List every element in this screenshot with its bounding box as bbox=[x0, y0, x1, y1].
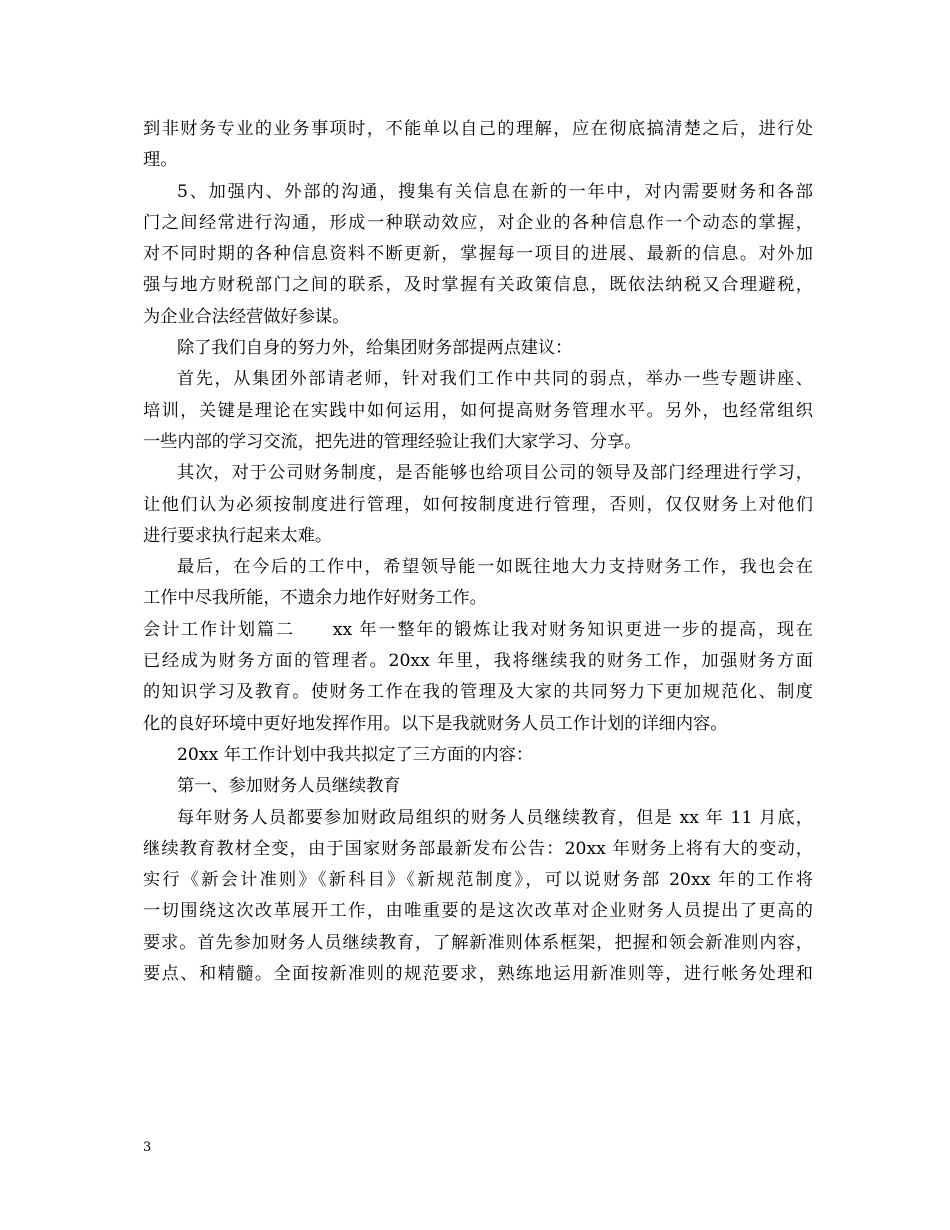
paragraph-line: 化的良好环境中更好地发挥作用。以下是我就财务人员工作计划的详细内容。 bbox=[143, 713, 728, 734]
paragraph-line: 为企业合法经营做好参谋。 bbox=[143, 306, 350, 327]
paragraph-line: 继续教育教材全变，由于国家财务部最新发布公告：20xx 年财务上将有大的变动， bbox=[143, 838, 813, 859]
paragraph-line: 对不同时期的各种信息资料不断更新，掌握每一项目的进展、最新的信息。对外加 bbox=[143, 244, 813, 265]
paragraph-line: 培训，关键是理论在实践中如何运用，如何提高财务管理水平。另外，也经常组织 bbox=[143, 400, 813, 421]
page-number: 3 bbox=[143, 1140, 152, 1155]
paragraph-line: 5、加强内、外部的沟通，搜集有关信息在新的一年中，对内需要财务和各部 bbox=[177, 181, 813, 202]
paragraph-line: 每年财务人员都要参加财政局组织的财务人员继续教育，但是 xx 年 11 月底， bbox=[177, 807, 813, 828]
paragraph-line: 理。 bbox=[143, 150, 178, 171]
paragraph-line: 的知识学习及教育。使财务工作在我的管理及大家的共同努力下更加规范化、制度 bbox=[143, 682, 813, 703]
paragraph-line: 一切围绕这次改革展开工作，由唯重要的是这次改革对企业财务人员提出了更高的 bbox=[143, 901, 813, 922]
paragraph-line: 已经成为财务方面的管理者。20xx 年里，我将继续我的财务工作，加强财务方面 bbox=[143, 651, 813, 672]
paragraph-line: 门之间经常进行沟通，形成一种联动效应，对企业的各种信息作一个动态的掌握， bbox=[143, 212, 813, 233]
paragraph-line: 最后，在今后的工作中，希望领导能一如既往地大力支持财务工作，我也会在 bbox=[177, 557, 813, 578]
paragraph-line: 实行《新会计准则》《新科目》《新规范制度》，可以说财务部 20xx 年的工作将 bbox=[143, 870, 813, 891]
paragraph-line: 到非财务专业的业务事项时，不能单以自己的理解，应在彻底搞清楚之后，进行处 bbox=[143, 119, 813, 139]
paragraph-line: 20xx 年工作计划中我共拟定了三方面的内容： bbox=[177, 744, 534, 765]
subheading-line: 第一、参加财务人员继续教育 bbox=[177, 776, 401, 797]
paragraph-line: 要求。首先参加财务人员继续教育，了解新准则体系框架，把握和领会新准则内容， bbox=[143, 932, 813, 953]
paragraph-line: 要点、和精髓。全面按新准则的规范要求，熟练地运用新准则等，进行帐务处理和 bbox=[143, 964, 813, 985]
paragraph-line: 其次，对于公司财务制度，是否能够也给项目公司的领导及部门经理进行学习， bbox=[177, 463, 813, 484]
paragraph-line: 除了我们自身的努力外，给集团财务部提两点建议： bbox=[177, 338, 573, 359]
body-text bbox=[143, 114, 813, 990]
paragraph-line: 让他们认为必须按制度进行管理，如何按制度进行管理，否则，仅仅财务上对他们 bbox=[143, 494, 813, 515]
paragraph-line: 强与地方财税部门之间的联系，及时掌握有关政策信息，既依法纳税又合理避税， bbox=[143, 275, 813, 296]
paragraph-line: 首先，从集团外部请老师，针对我们工作中共同的弱点，举办一些专题讲座、 bbox=[177, 369, 813, 390]
paragraph-line: 工作中尽我所能，不遗余力地作好财务工作。 bbox=[143, 588, 487, 609]
paragraph-line: 进行要求执行起来太难。 bbox=[143, 525, 333, 546]
paragraph-line: 一些内部的学习交流，把先进的管理经验让我们大家学习、分享。 bbox=[143, 431, 642, 452]
section-heading-line: 会计工作计划篇二 xx 年一整年的锻炼让我对财务知识更进一步的提高，现在 bbox=[143, 619, 813, 640]
